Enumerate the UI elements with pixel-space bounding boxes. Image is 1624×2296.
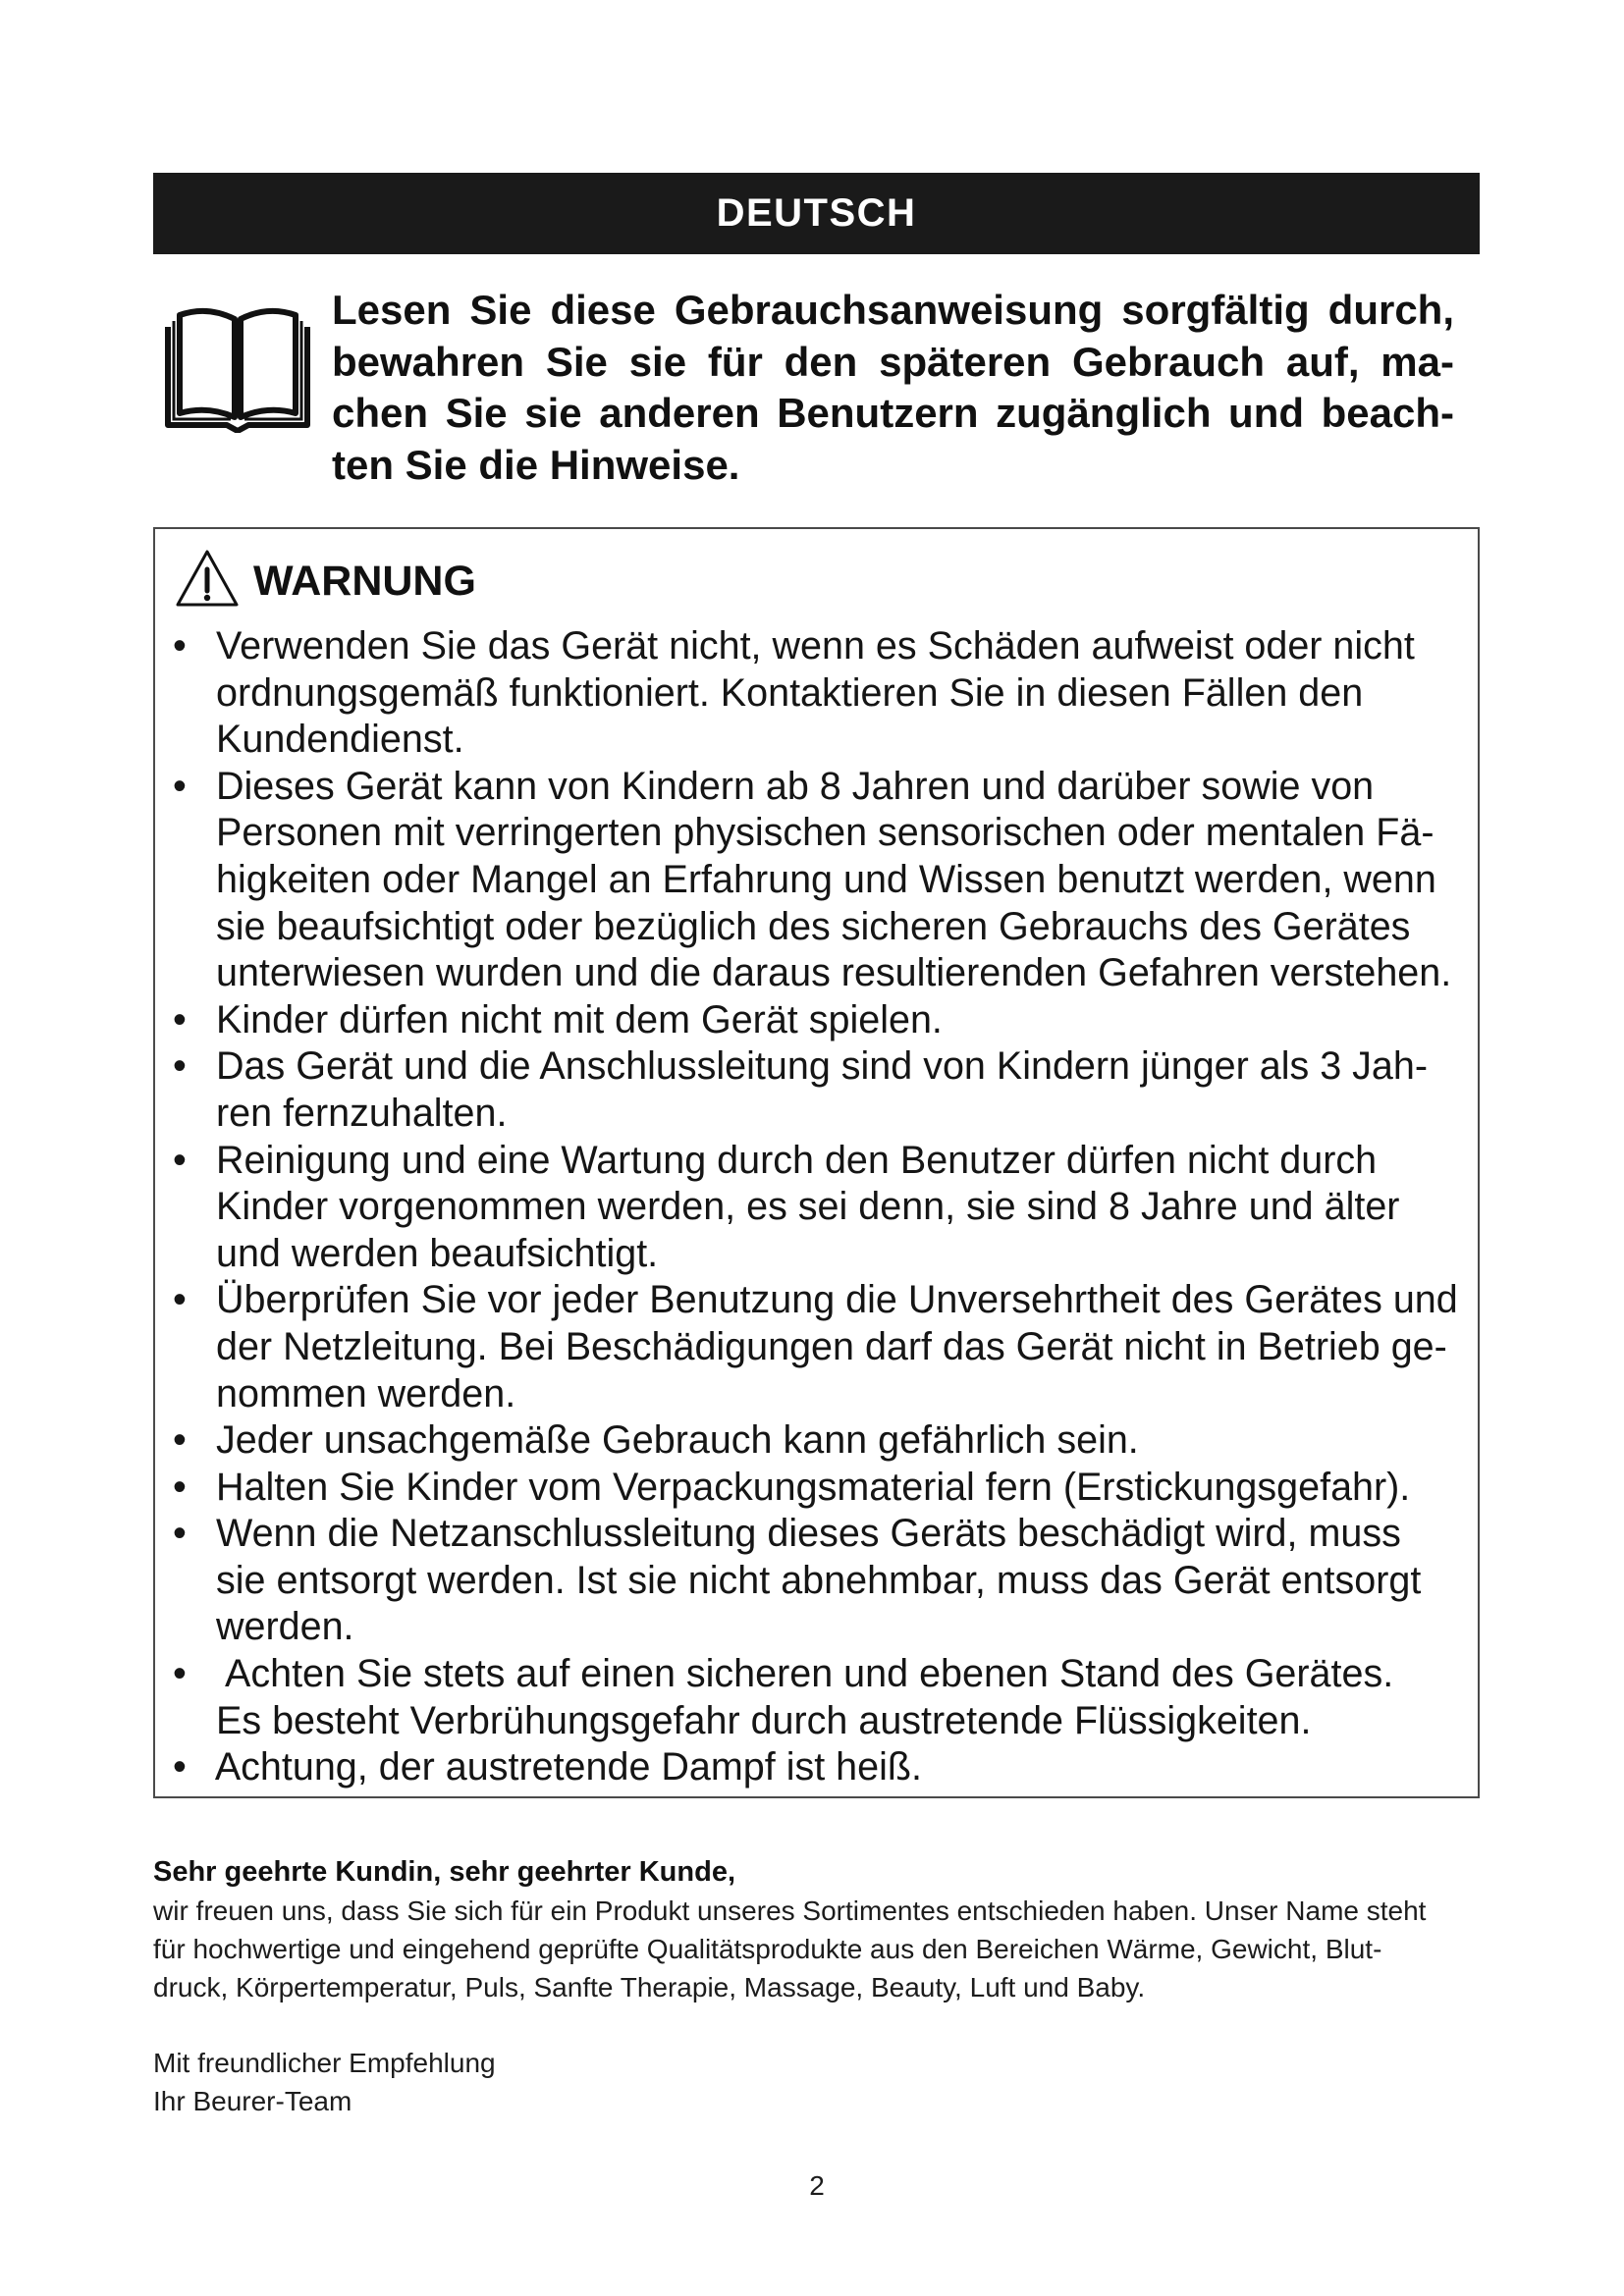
letter-line: wir freuen uns, dass Sie sich für ein Produkt unseres Sortimentes entschieden haben. Unser Name steht — [153, 1895, 1427, 1926]
warning-item — [155, 1043, 1478, 1137]
warning-line: • Kinder dürfen nicht mit dem Gerät spielen. — [216, 997, 943, 1041]
warning-item — [155, 1511, 1478, 1651]
warning-box — [153, 527, 1480, 1798]
warning-line: unterwiesen wurden und die daraus resultierenden Gefahren verstehen. — [216, 951, 1452, 995]
warning-item — [155, 1277, 1478, 1417]
warning-line: • Das Gerät und die Anschlussleitung sind von Kindern jünger als 3 Jah- — [216, 1044, 1429, 1089]
warning-item — [155, 1138, 1478, 1278]
intro-line: chen Sie sie anderen Benutzern zugänglich und beach- — [332, 390, 1454, 437]
warning-line: Personen mit verringerten physischen sensorischen oder mentalen Fä- — [216, 811, 1435, 855]
letter-salutation: Sehr geehrte Kundin, sehr geehrter Kunde, — [153, 1855, 735, 1888]
warning-line: higkeiten oder Mangel an Erfahrung und Wissen benutzt werden, wenn — [216, 857, 1436, 901]
warning-line: Kinder vorgenommen werden, es sei denn, sie sind 8 Jahre und älter — [216, 1185, 1400, 1229]
warning-line: • Reinigung und eine Wartung durch den Benutzer dürfen nicht durch — [216, 1138, 1378, 1182]
intro-line: Lesen Sie diese Gebrauchsanweisung sorgfältig durch, — [332, 287, 1454, 333]
intro-notice — [332, 285, 1454, 491]
warning-line: sie entsorgt werden. Ist sie nicht abnehmbar, muss das Gerät entsorgt — [216, 1558, 1422, 1602]
warning-line: • Überprüfen Sie vor jeder Benutzung die Unversehrtheit des Gerätes und — [216, 1278, 1458, 1322]
closing-line: Mit freundlicher Empfehlung — [153, 2047, 496, 2078]
warning-line: sie beaufsichtigt oder bezüglich des sicheren Gebrauchs des Gerätes — [216, 904, 1411, 948]
language-header-bar — [153, 173, 1480, 254]
intro-line: bewahren Sie sie für den späteren Gebrauch auf, ma- — [332, 338, 1454, 385]
warning-line: Es besteht Verbrühungsgefahr durch austretende Flüssigkeiten. — [216, 1698, 1312, 1742]
warning-title: WARNUNG — [253, 558, 476, 605]
warning-line: nommen werden. — [216, 1371, 516, 1415]
warning-line: und werden beaufsichtigt. — [216, 1231, 659, 1275]
warning-item — [155, 997, 1478, 1044]
warning-item — [155, 1417, 1478, 1465]
warning-line: ordnungsgemäß funktioniert. Kontaktieren Sie in diesen Fällen den — [216, 670, 1364, 715]
page-number: 2 — [809, 2170, 825, 2201]
warning-line: • Halten Sie Kinder vom Verpackungsmaterial fern (Erstickungsgefahr). — [216, 1465, 1411, 1509]
warning-item — [155, 623, 1478, 764]
warning-line: ren fernzuhalten. — [216, 1091, 508, 1135]
warning-item — [155, 764, 1478, 997]
letter-line: für hochwertige und eingehend geprüfte Qualitätsprodukte aus den Bereichen Wärme, Gewicht, Blut- — [153, 1933, 1382, 1964]
warning-line: der Netzleitung. Bei Beschädigungen darf das Gerät nicht in Betrieb ge- — [216, 1324, 1447, 1368]
warning-list — [155, 623, 1478, 1791]
closing-signature: Ihr Beurer-Team — [153, 2085, 352, 2116]
warning-line: • Achten Sie stets auf einen sicheren und ebenen Stand des Gerätes. — [225, 1652, 1394, 1696]
warning-line: • Jeder unsachgemäße Gebrauch kann gefährlich sein. — [216, 1418, 1139, 1463]
warning-line: • Wenn die Netzanschlussleitung dieses Geräts beschädigt wird, muss — [216, 1512, 1401, 1556]
letter-closing — [153, 2044, 496, 2120]
warning-line: Achtung, der austretende Dampf ist heiß. — [214, 1745, 922, 1789]
warning-line: • Dieses Gerät kann von Kindern ab 8 Jahren und darüber sowie von — [216, 764, 1375, 808]
warning-line: werden. — [216, 1605, 354, 1649]
warning-item — [155, 1465, 1478, 1512]
letter-line: druck, Körpertemperatur, Puls, Sanfte Therapie, Massage, Beauty, Luft und Baby. — [153, 1971, 1146, 2002]
language-title: DEUTSCH — [716, 191, 917, 235]
warning-item — [155, 1651, 1478, 1744]
warning-triangle-icon — [175, 548, 240, 609]
warning-line: Kundendienst. — [216, 718, 464, 762]
book-icon — [162, 303, 313, 433]
customer-letter — [153, 1852, 1480, 2006]
intro-line: ten Sie die Hinweise. — [332, 441, 740, 488]
warning-item — [155, 1744, 1478, 1791]
warning-line: • Verwenden Sie das Gerät nicht, wenn es Schäden aufweist oder nicht — [216, 624, 1415, 667]
